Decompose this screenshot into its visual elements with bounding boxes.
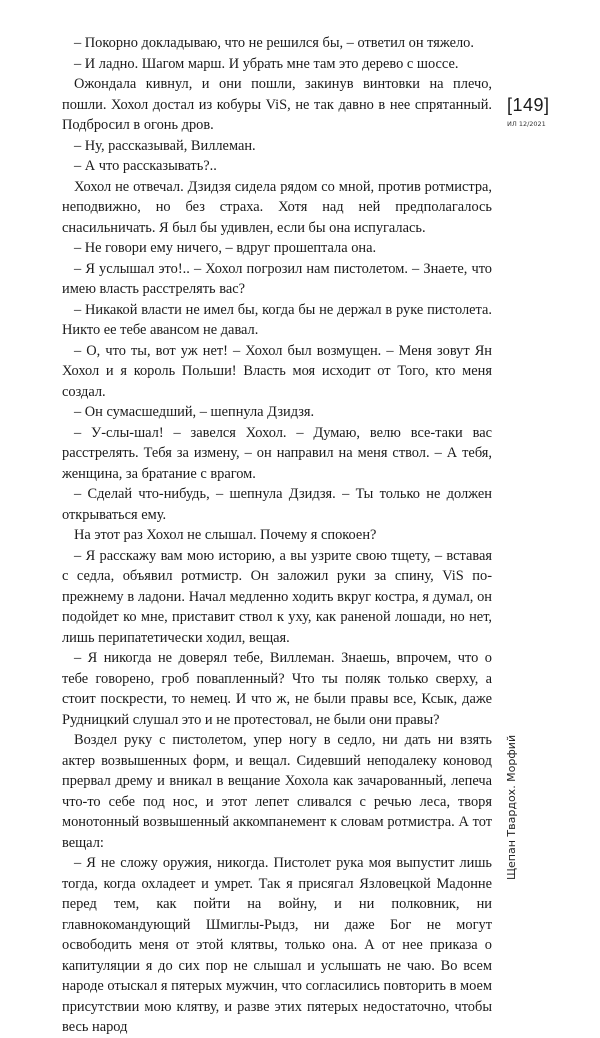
- paragraph: – Я расскажу вам мою историю, а вы узрите свою тщету, – вставая с седла, объявил ротмистр. Он заложил руки за спину, ViS по-прежнему в ладони. Начал медленно ходить вкруг костра, я думал, он подойдет ко мне, приставит ствол к уху, как раненой лошади, но нет, лишь перипатетически ходил, вещая.: [62, 547, 492, 646]
- paragraph: – О, что ты, вот уж нет! – Хохол был возмущен. – Меня зовут Ян Хохол и я король Польши! Власть моя исходит от Того, кто меня создал.: [62, 342, 492, 400]
- paragraph: Ожондала кивнул, и они пошли, закинув винтовки на плечо, пошли. Хохол достал из кобуры ViS, не так давно в нее спрятанный. Подбросил в огонь дров.: [62, 76, 492, 133]
- paragraph: – Не говори ему ничего, – вдруг прошептала она.: [74, 240, 377, 256]
- paragraph: – И ладно. Шагом марш. И убрать мне там это дерево с шоссе.: [74, 55, 459, 72]
- paragraph: Воздел руку с пистолетом, упер ногу в седло, ни дать ни взять актер возвышенных форм, и вещал. Сидевший неподалеку коновод прервал дрему и вникал в вещание Хохола как зачарованный, лепеча что-то себе под нос, и этот лепет сливался с речью леса, творя монотонный возвышенный аккомпанемент к словам ротмистра. А тот вещал:: [62, 732, 492, 851]
- body-text: [62, 33, 492, 1038]
- paragraph: На этот раз Хохол не слышал. Почему я спокоен?: [74, 527, 377, 543]
- paragraph: – Я никогда не доверял тебе, Виллеман. Знаешь, впрочем, что о тебе говорено, гроб повапленный? Что ты поляк только сверху, а стоит поскрести, то немец. И что ж, не были правы все, Ксык, даже Рудницкий слушал это и не протестовал, не были они правы?: [62, 650, 492, 728]
- paragraph: – Я услышал это!.. – Хохол погрозил нам пистолетом. – Знаете, что имею власть расстрелять вас?: [62, 260, 492, 297]
- page-number: [149]: [507, 95, 550, 115]
- paragraph: – Сделай что-нибудь, – шепнула Дзидзя. – Ты только не должен открываться ему.: [62, 486, 492, 523]
- issue-label: ИЛ 12/2021: [507, 120, 546, 128]
- paragraph: – У-слы-шал! – завелся Хохол. – Думаю, велю все-таки вас расстрелять. Тебя за измену, – он направил на меня ствол. – А тебя, женщина, за братание с врагом.: [62, 424, 492, 482]
- paragraph: – Покорно докладываю, что не решился бы, – ответил он тяжело.: [74, 35, 474, 51]
- paragraph: – Он сумасшедший, – шепнула Дзидзя.: [74, 404, 315, 420]
- paragraph: – А что рассказывать?..: [74, 158, 217, 174]
- paragraph: – Никакой власти не имел бы, когда бы не держал в руке пистолета. Никто ее тебе авансом не давал.: [62, 301, 492, 338]
- paragraph: – Ну, рассказывай, Виллеман.: [74, 137, 256, 154]
- paragraph: Хохол не отвечал. Дзидзя сидела рядом со мной, против ротмистра, неподвижно, но без страха. Хотя над ней предполагалось снасильничать. Я был бы удивлен, если бы она испугалась.: [62, 178, 492, 236]
- running-title: Щепан Твардох. Морфий: [505, 734, 518, 880]
- paragraph: – Я не сложу оружия, никогда. Пистолет рука моя выпустит лишь тогда, когда охладеет и умрет. Так я присягал Язловецкой Мадонне перед тем, как пойти на войну, и ни полковник, ни главнокомандующий Шмиглы-Рыдз, ни даже Бог не могут освободить меня от этой клятвы, только она. А от нее приказа о капитуляции я до сих пор не слышал и услышать не чаю. Во всем народе отыскал я пятерых мужчин, что согласились повторить в моем присутствии мою клятву, и разве этих пятерых недостаточно, чтобы весь народ: [62, 855, 492, 1035]
